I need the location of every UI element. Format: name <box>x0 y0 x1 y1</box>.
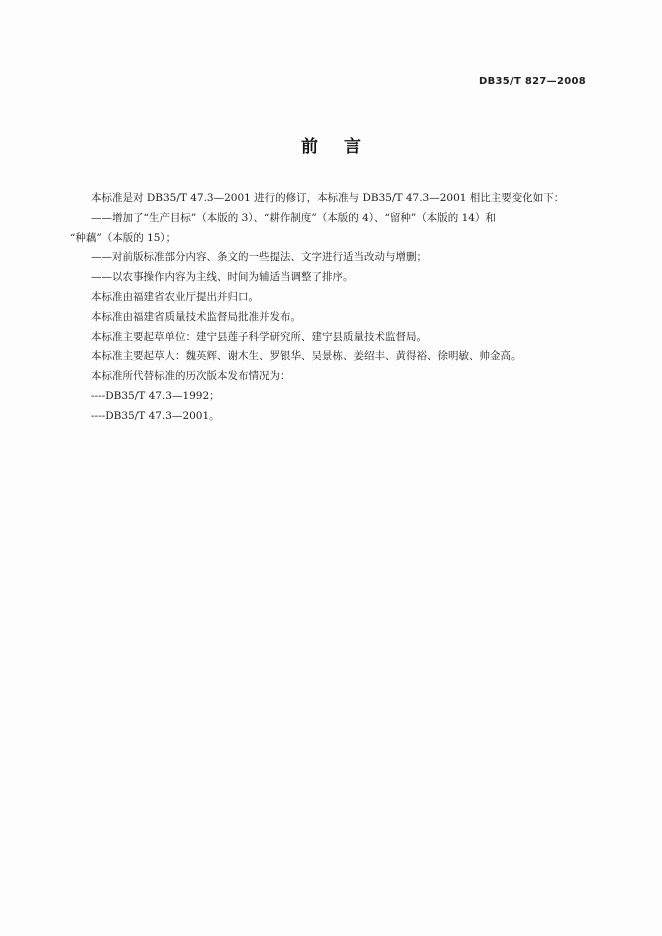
paragraph-approved-by: 本标准由福建省质量技术监督局批准并发布。 <box>91 310 301 323</box>
paragraph-history-heading: 本标准所代替标准的历次版本发布情况为： <box>91 370 291 383</box>
document-code: DB35/T 827—2008 <box>479 76 586 87</box>
paragraph-history-1992: ----DB35/T 47.3—1992； <box>91 389 220 402</box>
paragraph-change-added-sections-continued: “种藕”（本版的 15）； <box>70 231 177 244</box>
page-title: 前言 <box>301 137 387 157</box>
paragraph-revision-intro: 本标准是对 DB35/T 47.3—2001 进行的修订，本标准与 DB35/T 47.3—2001 相比主要变化如下： <box>91 192 565 204</box>
paragraph-history-2001: ----DB35/T 47.3—2001。 <box>91 409 220 422</box>
paragraph-drafters: 本标准主要起草人：魏英辉、谢木生、罗银华、吴景栋、姜绍丰、黄得裕、徐明敏、帅金高。 <box>91 350 522 363</box>
paragraph-change-wording: ——对前版标准部分内容、条文的一些提法、文字进行适当改动与增删； <box>91 251 427 264</box>
paragraph-drafting-units: 本标准主要起草单位：建宁县莲子科学研究所、建宁县质量技术监督局。 <box>91 330 427 343</box>
paragraph-proposed-by: 本标准由福建省农业厅提出并归口。 <box>91 290 259 303</box>
paragraph-change-ordering: ——以农事操作内容为主线、时间为辅适当调整了排序。 <box>91 271 354 284</box>
paragraph-change-added-sections: ——增加了“生产目标”（本版的 3）、“耕作制度”（本版的 4）、“留种”（本版的 14）和 <box>91 211 496 224</box>
foreword-body <box>70 189 590 427</box>
